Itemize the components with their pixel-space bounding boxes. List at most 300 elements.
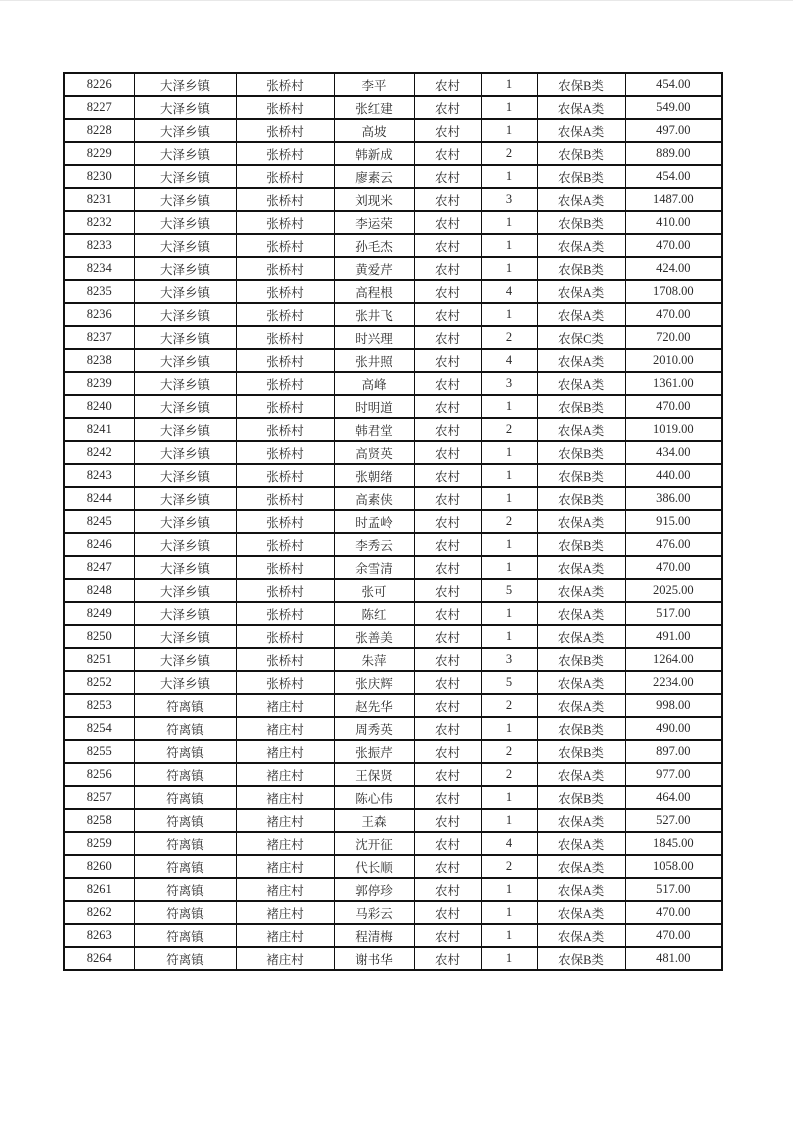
cell-residence-type: 农村 bbox=[414, 855, 481, 878]
table-row bbox=[64, 464, 722, 487]
cell-village: 张桥村 bbox=[236, 395, 334, 418]
cell-name: 高程根 bbox=[334, 280, 414, 303]
cell-insurance-category: 农保B类 bbox=[537, 142, 625, 165]
cell-residence-type: 农村 bbox=[414, 694, 481, 717]
cell-residence-type: 农村 bbox=[414, 579, 481, 602]
cell-residence-type: 农村 bbox=[414, 395, 481, 418]
cell-insurance-category: 农保B类 bbox=[537, 211, 625, 234]
cell-name: 韩新成 bbox=[334, 142, 414, 165]
cell-residence-type: 农村 bbox=[414, 947, 481, 970]
cell-residence-type: 农村 bbox=[414, 878, 481, 901]
cell-person-count: 1 bbox=[481, 878, 537, 901]
cell-insurance-category: 农保B类 bbox=[537, 487, 625, 510]
cell-person-count: 1 bbox=[481, 487, 537, 510]
table-row bbox=[64, 73, 722, 96]
cell-serial: 8230 bbox=[64, 165, 134, 188]
cell-name: 张可 bbox=[334, 579, 414, 602]
cell-amount: 410.00 bbox=[625, 211, 722, 234]
cell-insurance-category: 农保A类 bbox=[537, 418, 625, 441]
cell-person-count: 2 bbox=[481, 510, 537, 533]
table-row bbox=[64, 717, 722, 740]
cell-town: 符离镇 bbox=[134, 763, 236, 786]
cell-insurance-category: 农保A类 bbox=[537, 303, 625, 326]
cell-village: 张桥村 bbox=[236, 303, 334, 326]
cell-person-count: 1 bbox=[481, 786, 537, 809]
cell-town: 大泽乡镇 bbox=[134, 96, 236, 119]
cell-insurance-category: 农保B类 bbox=[537, 441, 625, 464]
cell-name: 刘现米 bbox=[334, 188, 414, 211]
cell-amount: 1845.00 bbox=[625, 832, 722, 855]
table-row bbox=[64, 648, 722, 671]
cell-person-count: 2 bbox=[481, 855, 537, 878]
cell-amount: 434.00 bbox=[625, 441, 722, 464]
cell-serial: 8237 bbox=[64, 326, 134, 349]
cell-person-count: 1 bbox=[481, 625, 537, 648]
cell-amount: 517.00 bbox=[625, 602, 722, 625]
cell-insurance-category: 农保C类 bbox=[537, 326, 625, 349]
cell-insurance-category: 农保B类 bbox=[537, 717, 625, 740]
table-row bbox=[64, 878, 722, 901]
cell-serial: 8263 bbox=[64, 924, 134, 947]
cell-town: 符离镇 bbox=[134, 786, 236, 809]
cell-town: 大泽乡镇 bbox=[134, 510, 236, 533]
table-row bbox=[64, 556, 722, 579]
cell-insurance-category: 农保A类 bbox=[537, 188, 625, 211]
cell-residence-type: 农村 bbox=[414, 211, 481, 234]
table-row bbox=[64, 303, 722, 326]
cell-village: 张桥村 bbox=[236, 280, 334, 303]
cell-person-count: 1 bbox=[481, 924, 537, 947]
cell-village: 褚庄村 bbox=[236, 901, 334, 924]
table-row bbox=[64, 142, 722, 165]
cell-insurance-category: 农保A类 bbox=[537, 855, 625, 878]
cell-person-count: 4 bbox=[481, 832, 537, 855]
cell-residence-type: 农村 bbox=[414, 901, 481, 924]
cell-amount: 1264.00 bbox=[625, 648, 722, 671]
cell-village: 张桥村 bbox=[236, 625, 334, 648]
cell-person-count: 1 bbox=[481, 303, 537, 326]
cell-serial: 8227 bbox=[64, 96, 134, 119]
cell-insurance-category: 农保B类 bbox=[537, 464, 625, 487]
cell-town: 符离镇 bbox=[134, 855, 236, 878]
cell-serial: 8229 bbox=[64, 142, 134, 165]
cell-residence-type: 农村 bbox=[414, 602, 481, 625]
cell-serial: 8252 bbox=[64, 671, 134, 694]
cell-residence-type: 农村 bbox=[414, 464, 481, 487]
cell-serial: 8239 bbox=[64, 372, 134, 395]
cell-village: 张桥村 bbox=[236, 73, 334, 96]
cell-amount: 470.00 bbox=[625, 901, 722, 924]
cell-name: 张红建 bbox=[334, 96, 414, 119]
cell-name: 黄爱芹 bbox=[334, 257, 414, 280]
cell-amount: 1058.00 bbox=[625, 855, 722, 878]
cell-village: 张桥村 bbox=[236, 165, 334, 188]
cell-town: 符离镇 bbox=[134, 947, 236, 970]
cell-residence-type: 农村 bbox=[414, 556, 481, 579]
cell-town: 大泽乡镇 bbox=[134, 326, 236, 349]
cell-amount: 1361.00 bbox=[625, 372, 722, 395]
cell-insurance-category: 农保A类 bbox=[537, 602, 625, 625]
table-row bbox=[64, 625, 722, 648]
cell-village: 张桥村 bbox=[236, 487, 334, 510]
cell-person-count: 5 bbox=[481, 579, 537, 602]
cell-insurance-category: 农保A类 bbox=[537, 924, 625, 947]
cell-insurance-category: 农保A类 bbox=[537, 280, 625, 303]
table-row bbox=[64, 257, 722, 280]
table-row bbox=[64, 947, 722, 970]
cell-amount: 1019.00 bbox=[625, 418, 722, 441]
cell-person-count: 2 bbox=[481, 142, 537, 165]
cell-amount: 2010.00 bbox=[625, 349, 722, 372]
cell-name: 张振芹 bbox=[334, 740, 414, 763]
cell-insurance-category: 农保A类 bbox=[537, 96, 625, 119]
cell-residence-type: 农村 bbox=[414, 142, 481, 165]
cell-town: 符离镇 bbox=[134, 740, 236, 763]
cell-amount: 897.00 bbox=[625, 740, 722, 763]
cell-village: 褚庄村 bbox=[236, 694, 334, 717]
cell-name: 赵先华 bbox=[334, 694, 414, 717]
cell-town: 符离镇 bbox=[134, 901, 236, 924]
cell-person-count: 1 bbox=[481, 96, 537, 119]
cell-town: 大泽乡镇 bbox=[134, 579, 236, 602]
table-row bbox=[64, 372, 722, 395]
cell-name: 余雪清 bbox=[334, 556, 414, 579]
cell-town: 符离镇 bbox=[134, 809, 236, 832]
cell-insurance-category: 农保B类 bbox=[537, 257, 625, 280]
cell-person-count: 1 bbox=[481, 211, 537, 234]
cell-residence-type: 农村 bbox=[414, 326, 481, 349]
table-row bbox=[64, 280, 722, 303]
cell-town: 大泽乡镇 bbox=[134, 257, 236, 280]
cell-village: 张桥村 bbox=[236, 349, 334, 372]
cell-person-count: 1 bbox=[481, 464, 537, 487]
cell-person-count: 3 bbox=[481, 648, 537, 671]
cell-town: 大泽乡镇 bbox=[134, 602, 236, 625]
cell-amount: 527.00 bbox=[625, 809, 722, 832]
cell-residence-type: 农村 bbox=[414, 73, 481, 96]
cell-name: 沈开征 bbox=[334, 832, 414, 855]
cell-residence-type: 农村 bbox=[414, 671, 481, 694]
cell-residence-type: 农村 bbox=[414, 786, 481, 809]
cell-residence-type: 农村 bbox=[414, 418, 481, 441]
cell-insurance-category: 农保A类 bbox=[537, 809, 625, 832]
cell-town: 大泽乡镇 bbox=[134, 211, 236, 234]
cell-town: 大泽乡镇 bbox=[134, 418, 236, 441]
cell-town: 大泽乡镇 bbox=[134, 487, 236, 510]
cell-village: 褚庄村 bbox=[236, 878, 334, 901]
cell-insurance-category: 农保B类 bbox=[537, 648, 625, 671]
cell-town: 符离镇 bbox=[134, 694, 236, 717]
cell-village: 褚庄村 bbox=[236, 740, 334, 763]
cell-name: 高峰 bbox=[334, 372, 414, 395]
cell-serial: 8253 bbox=[64, 694, 134, 717]
cell-serial: 8257 bbox=[64, 786, 134, 809]
cell-name: 高坡 bbox=[334, 119, 414, 142]
cell-name: 时孟岭 bbox=[334, 510, 414, 533]
cell-insurance-category: 农保A类 bbox=[537, 119, 625, 142]
table-row bbox=[64, 809, 722, 832]
cell-village: 褚庄村 bbox=[236, 832, 334, 855]
cell-serial: 8261 bbox=[64, 878, 134, 901]
cell-name: 张井照 bbox=[334, 349, 414, 372]
cell-serial: 8250 bbox=[64, 625, 134, 648]
cell-name: 谢书华 bbox=[334, 947, 414, 970]
cell-serial: 8235 bbox=[64, 280, 134, 303]
table-row bbox=[64, 349, 722, 372]
cell-person-count: 3 bbox=[481, 372, 537, 395]
cell-insurance-category: 农保A类 bbox=[537, 694, 625, 717]
table-row bbox=[64, 441, 722, 464]
cell-name: 周秀英 bbox=[334, 717, 414, 740]
table-row bbox=[64, 533, 722, 556]
cell-person-count: 2 bbox=[481, 418, 537, 441]
cell-village: 张桥村 bbox=[236, 326, 334, 349]
cell-village: 张桥村 bbox=[236, 579, 334, 602]
cell-village: 张桥村 bbox=[236, 533, 334, 556]
cell-name: 王保贤 bbox=[334, 763, 414, 786]
table-row bbox=[64, 786, 722, 809]
cell-amount: 470.00 bbox=[625, 234, 722, 257]
cell-name: 张朝绪 bbox=[334, 464, 414, 487]
table-row bbox=[64, 510, 722, 533]
cell-village: 褚庄村 bbox=[236, 717, 334, 740]
cell-insurance-category: 农保A类 bbox=[537, 579, 625, 602]
cell-name: 程清梅 bbox=[334, 924, 414, 947]
cell-serial: 8245 bbox=[64, 510, 134, 533]
cell-person-count: 2 bbox=[481, 740, 537, 763]
table-body bbox=[64, 73, 722, 970]
cell-village: 张桥村 bbox=[236, 418, 334, 441]
table-row bbox=[64, 924, 722, 947]
cell-person-count: 5 bbox=[481, 671, 537, 694]
cell-town: 大泽乡镇 bbox=[134, 165, 236, 188]
cell-serial: 8256 bbox=[64, 763, 134, 786]
cell-amount: 517.00 bbox=[625, 878, 722, 901]
cell-insurance-category: 农保A类 bbox=[537, 372, 625, 395]
cell-residence-type: 农村 bbox=[414, 924, 481, 947]
cell-town: 符离镇 bbox=[134, 924, 236, 947]
cell-serial: 8251 bbox=[64, 648, 134, 671]
cell-amount: 470.00 bbox=[625, 924, 722, 947]
cell-amount: 915.00 bbox=[625, 510, 722, 533]
cell-amount: 998.00 bbox=[625, 694, 722, 717]
cell-name: 孙毛杰 bbox=[334, 234, 414, 257]
cell-amount: 497.00 bbox=[625, 119, 722, 142]
cell-residence-type: 农村 bbox=[414, 809, 481, 832]
cell-serial: 8242 bbox=[64, 441, 134, 464]
cell-residence-type: 农村 bbox=[414, 510, 481, 533]
cell-name: 韩君堂 bbox=[334, 418, 414, 441]
cell-amount: 889.00 bbox=[625, 142, 722, 165]
benefits-table bbox=[63, 72, 723, 971]
cell-serial: 8233 bbox=[64, 234, 134, 257]
cell-serial: 8238 bbox=[64, 349, 134, 372]
cell-name: 陈红 bbox=[334, 602, 414, 625]
cell-serial: 8240 bbox=[64, 395, 134, 418]
table-row bbox=[64, 832, 722, 855]
cell-residence-type: 农村 bbox=[414, 648, 481, 671]
cell-name: 高素侠 bbox=[334, 487, 414, 510]
cell-serial: 8248 bbox=[64, 579, 134, 602]
cell-residence-type: 农村 bbox=[414, 119, 481, 142]
cell-insurance-category: 农保A类 bbox=[537, 832, 625, 855]
cell-person-count: 1 bbox=[481, 234, 537, 257]
cell-village: 褚庄村 bbox=[236, 763, 334, 786]
cell-person-count: 1 bbox=[481, 533, 537, 556]
cell-village: 张桥村 bbox=[236, 188, 334, 211]
cell-amount: 386.00 bbox=[625, 487, 722, 510]
cell-village: 张桥村 bbox=[236, 464, 334, 487]
cell-amount: 454.00 bbox=[625, 73, 722, 96]
table-row bbox=[64, 901, 722, 924]
cell-amount: 2025.00 bbox=[625, 579, 722, 602]
cell-person-count: 1 bbox=[481, 73, 537, 96]
cell-person-count: 1 bbox=[481, 441, 537, 464]
table-row bbox=[64, 188, 722, 211]
cell-serial: 8228 bbox=[64, 119, 134, 142]
cell-town: 大泽乡镇 bbox=[134, 303, 236, 326]
cell-town: 大泽乡镇 bbox=[134, 188, 236, 211]
cell-insurance-category: 农保B类 bbox=[537, 395, 625, 418]
table-row bbox=[64, 671, 722, 694]
cell-person-count: 1 bbox=[481, 556, 537, 579]
cell-residence-type: 农村 bbox=[414, 625, 481, 648]
cell-village: 张桥村 bbox=[236, 142, 334, 165]
cell-village: 褚庄村 bbox=[236, 786, 334, 809]
cell-town: 大泽乡镇 bbox=[134, 441, 236, 464]
cell-residence-type: 农村 bbox=[414, 740, 481, 763]
cell-amount: 464.00 bbox=[625, 786, 722, 809]
cell-insurance-category: 农保A类 bbox=[537, 878, 625, 901]
cell-person-count: 1 bbox=[481, 901, 537, 924]
cell-serial: 8244 bbox=[64, 487, 134, 510]
cell-person-count: 1 bbox=[481, 602, 537, 625]
cell-amount: 454.00 bbox=[625, 165, 722, 188]
cell-insurance-category: 农保B类 bbox=[537, 786, 625, 809]
cell-residence-type: 农村 bbox=[414, 96, 481, 119]
cell-residence-type: 农村 bbox=[414, 717, 481, 740]
cell-amount: 470.00 bbox=[625, 556, 722, 579]
cell-serial: 8246 bbox=[64, 533, 134, 556]
cell-town: 大泽乡镇 bbox=[134, 142, 236, 165]
cell-amount: 481.00 bbox=[625, 947, 722, 970]
cell-insurance-category: 农保A类 bbox=[537, 901, 625, 924]
cell-amount: 1487.00 bbox=[625, 188, 722, 211]
cell-town: 大泽乡镇 bbox=[134, 73, 236, 96]
cell-insurance-category: 农保B类 bbox=[537, 740, 625, 763]
cell-name: 高贤英 bbox=[334, 441, 414, 464]
cell-residence-type: 农村 bbox=[414, 763, 481, 786]
cell-town: 大泽乡镇 bbox=[134, 119, 236, 142]
table-row bbox=[64, 234, 722, 257]
cell-residence-type: 农村 bbox=[414, 303, 481, 326]
cell-name: 张井飞 bbox=[334, 303, 414, 326]
cell-residence-type: 农村 bbox=[414, 832, 481, 855]
cell-serial: 8262 bbox=[64, 901, 134, 924]
cell-insurance-category: 农保B类 bbox=[537, 533, 625, 556]
cell-insurance-category: 农保A类 bbox=[537, 510, 625, 533]
cell-insurance-category: 农保B类 bbox=[537, 947, 625, 970]
cell-person-count: 1 bbox=[481, 257, 537, 280]
table-row bbox=[64, 418, 722, 441]
cell-village: 张桥村 bbox=[236, 96, 334, 119]
cell-amount: 440.00 bbox=[625, 464, 722, 487]
cell-village: 张桥村 bbox=[236, 441, 334, 464]
cell-amount: 977.00 bbox=[625, 763, 722, 786]
table-row bbox=[64, 740, 722, 763]
table-row bbox=[64, 763, 722, 786]
cell-village: 张桥村 bbox=[236, 671, 334, 694]
cell-village: 褚庄村 bbox=[236, 947, 334, 970]
cell-town: 大泽乡镇 bbox=[134, 556, 236, 579]
cell-name: 朱萍 bbox=[334, 648, 414, 671]
cell-serial: 8264 bbox=[64, 947, 134, 970]
table-row bbox=[64, 855, 722, 878]
cell-town: 大泽乡镇 bbox=[134, 533, 236, 556]
cell-serial: 8247 bbox=[64, 556, 134, 579]
cell-amount: 470.00 bbox=[625, 395, 722, 418]
cell-person-count: 4 bbox=[481, 349, 537, 372]
table-row bbox=[64, 579, 722, 602]
cell-name: 郭停珍 bbox=[334, 878, 414, 901]
cell-name: 马彩云 bbox=[334, 901, 414, 924]
cell-amount: 476.00 bbox=[625, 533, 722, 556]
cell-person-count: 3 bbox=[481, 188, 537, 211]
cell-serial: 8258 bbox=[64, 809, 134, 832]
cell-village: 张桥村 bbox=[236, 556, 334, 579]
cell-serial: 8236 bbox=[64, 303, 134, 326]
cell-town: 大泽乡镇 bbox=[134, 625, 236, 648]
cell-serial: 8254 bbox=[64, 717, 134, 740]
cell-name: 李秀云 bbox=[334, 533, 414, 556]
cell-residence-type: 农村 bbox=[414, 533, 481, 556]
cell-residence-type: 农村 bbox=[414, 257, 481, 280]
table-row bbox=[64, 119, 722, 142]
cell-name: 张善美 bbox=[334, 625, 414, 648]
cell-insurance-category: 农保A类 bbox=[537, 349, 625, 372]
cell-amount: 549.00 bbox=[625, 96, 722, 119]
cell-village: 张桥村 bbox=[236, 648, 334, 671]
table-row bbox=[64, 602, 722, 625]
table-row bbox=[64, 694, 722, 717]
cell-name: 代长顺 bbox=[334, 855, 414, 878]
cell-town: 大泽乡镇 bbox=[134, 395, 236, 418]
cell-village: 褚庄村 bbox=[236, 809, 334, 832]
cell-person-count: 1 bbox=[481, 165, 537, 188]
cell-town: 符离镇 bbox=[134, 878, 236, 901]
cell-serial: 8243 bbox=[64, 464, 134, 487]
cell-residence-type: 农村 bbox=[414, 441, 481, 464]
cell-residence-type: 农村 bbox=[414, 188, 481, 211]
cell-town: 大泽乡镇 bbox=[134, 349, 236, 372]
cell-residence-type: 农村 bbox=[414, 487, 481, 510]
cell-residence-type: 农村 bbox=[414, 165, 481, 188]
cell-village: 张桥村 bbox=[236, 602, 334, 625]
cell-amount: 491.00 bbox=[625, 625, 722, 648]
table-row bbox=[64, 165, 722, 188]
cell-village: 张桥村 bbox=[236, 257, 334, 280]
cell-person-count: 1 bbox=[481, 809, 537, 832]
cell-insurance-category: 农保A类 bbox=[537, 234, 625, 257]
cell-person-count: 2 bbox=[481, 694, 537, 717]
cell-person-count: 1 bbox=[481, 119, 537, 142]
cell-serial: 8260 bbox=[64, 855, 134, 878]
cell-amount: 470.00 bbox=[625, 303, 722, 326]
cell-person-count: 2 bbox=[481, 326, 537, 349]
cell-town: 大泽乡镇 bbox=[134, 372, 236, 395]
cell-residence-type: 农村 bbox=[414, 280, 481, 303]
cell-serial: 8255 bbox=[64, 740, 134, 763]
